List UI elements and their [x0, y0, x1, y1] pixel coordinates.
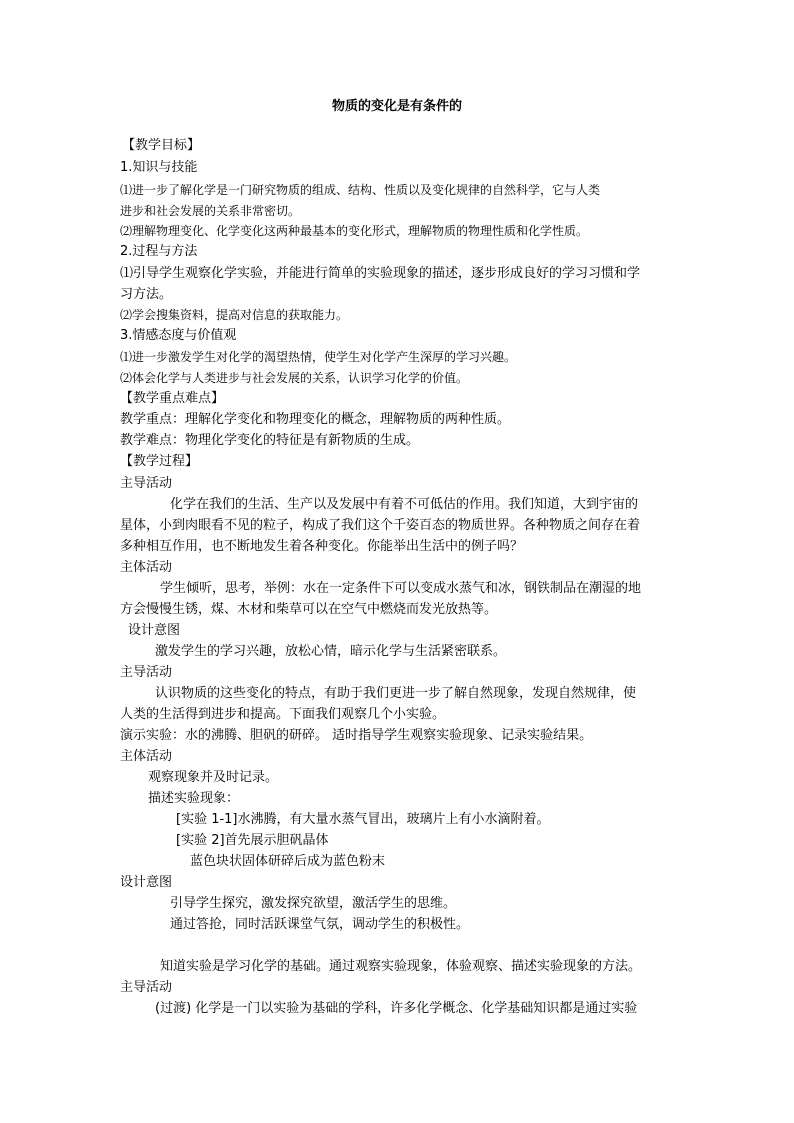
subheading-attitude-values: 3.情感态度与价值观 — [120, 328, 237, 343]
paragraph-line: 观察现象并及时记录。 — [148, 770, 279, 785]
paragraph-line: 引导学生探究，激发探究欲望，激活学生的思维。 — [170, 896, 457, 911]
subheading-knowledge-skills: 1.知识与技能 — [120, 160, 198, 175]
paragraph-line: ⑴进一步激发学生对化学的渴望热情，使学生对化学产生深厚的学习兴趣。 — [120, 350, 517, 364]
experiment-line: [实验 2]首先展示胆矾晶体 — [176, 833, 329, 848]
section-heading-key-points: 【教学重点难点】 — [120, 391, 225, 406]
experiment-line: [实验 1-1]水沸腾，有大量水蒸气冒出，玻璃片上有小水滴附着。 — [176, 812, 550, 827]
design-intent-label: 设计意图 — [120, 875, 173, 890]
activity-label: 主体活动 — [120, 749, 173, 764]
paragraph-line: 知道实验是学习化学的基础。通过观察实验现象，体验观察、描述实验现象的方法。 — [160, 959, 642, 974]
section-heading-objectives: 【教学目标】 — [122, 138, 201, 153]
paragraph-line: 激发学生的学习兴趣，放松心情，暗示化学与生活紧密联系。 — [155, 644, 507, 659]
paragraph-line: ⑴引导学生观察化学实验，并能进行简单的实验现象的描述，逐步形成良好的学习习惯和学 — [120, 266, 641, 281]
paragraph-line: 多种相互作用，也不断地发生着各种变化。你能举出生活中的例子吗？ — [120, 539, 524, 554]
paragraph-line: ⑵学会搜集资料，提高对信息的获取能力。 — [120, 308, 349, 322]
activity-label: 主导活动 — [120, 665, 173, 680]
demo-experiment-line: 演示实验：水的沸腾、胆矾的研碎。 适时指导学生观察实验现象、记录实验结果。 — [120, 728, 593, 743]
experiment-result-line: 蓝色块状固体研碎后成为蓝色粉末 — [190, 854, 386, 869]
design-intent-label: 设计意图 — [128, 623, 181, 638]
paragraph-line: 通过答抢，同时活跃课堂气氛，调动学生的积极性。 — [170, 917, 470, 932]
key-point-line: 教学重点：理解化学变化和物理变化的概念，理解物质的两种性质。 — [120, 412, 511, 427]
paragraph-line: ⑵体会化学与人类进步与社会发展的关系，认识学习化学的价值。 — [120, 371, 469, 385]
activity-label: 主导活动 — [120, 980, 173, 995]
subheading-process-methods: 2.过程与方法 — [120, 244, 198, 259]
paragraph-line: ⑴进一步了解化学是一门研究物质的组成、结构、性质以及变化规律的自然科学，它与人类 — [120, 183, 601, 197]
section-heading-process: 【教学过程】 — [120, 454, 199, 469]
paragraph-line: 人类的生活得到进步和提高。下面我们观察几个小实验。 — [120, 707, 446, 722]
paragraph-line: 描述实验现象： — [148, 791, 240, 806]
paragraph-line: 进步和社会发展的关系非常密切。 — [120, 204, 301, 218]
paragraph-line: (过渡) 化学是一门以实验为基础的学科，许多化学概念、化学基础知识都是通过实验 — [155, 1001, 638, 1016]
paragraph-line: 习方法。 — [120, 287, 173, 302]
difficult-point-line: 教学难点：物理化学变化的特征是有新物质的生成。 — [120, 433, 420, 448]
activity-label: 主导活动 — [120, 476, 173, 491]
activity-label: 主体活动 — [120, 560, 173, 575]
paragraph-line: 认识物质的这些变化的特点，有助于我们更进一步了解自然现象，发现自然规律，使 — [155, 686, 637, 701]
paragraph-line: 化学在我们的生活、生产以及发展中有着不可低估的作用。我们知道，大到宇宙的 — [170, 497, 639, 512]
paragraph-line: 星体，小到肉眼看不见的粒子，构成了我们这个千姿百态的物质世界。各种物质之间存在着 — [120, 518, 641, 533]
document-title: 物质的变化是有条件的 — [331, 99, 462, 114]
paragraph-line: ⑵理解物理变化、化学变化这两种最基本的变化形式，理解物质的物理性质和化学性质。 — [120, 224, 589, 238]
paragraph-line: 方会慢慢生锈，煤、木材和柴草可以在空气中燃烧而发光放热等。 — [120, 602, 498, 617]
paragraph-line: 学生倾听，思考，举例：水在一定条件下可以变成水蒸气和冰，钢铁制品在潮湿的地 — [160, 581, 642, 596]
